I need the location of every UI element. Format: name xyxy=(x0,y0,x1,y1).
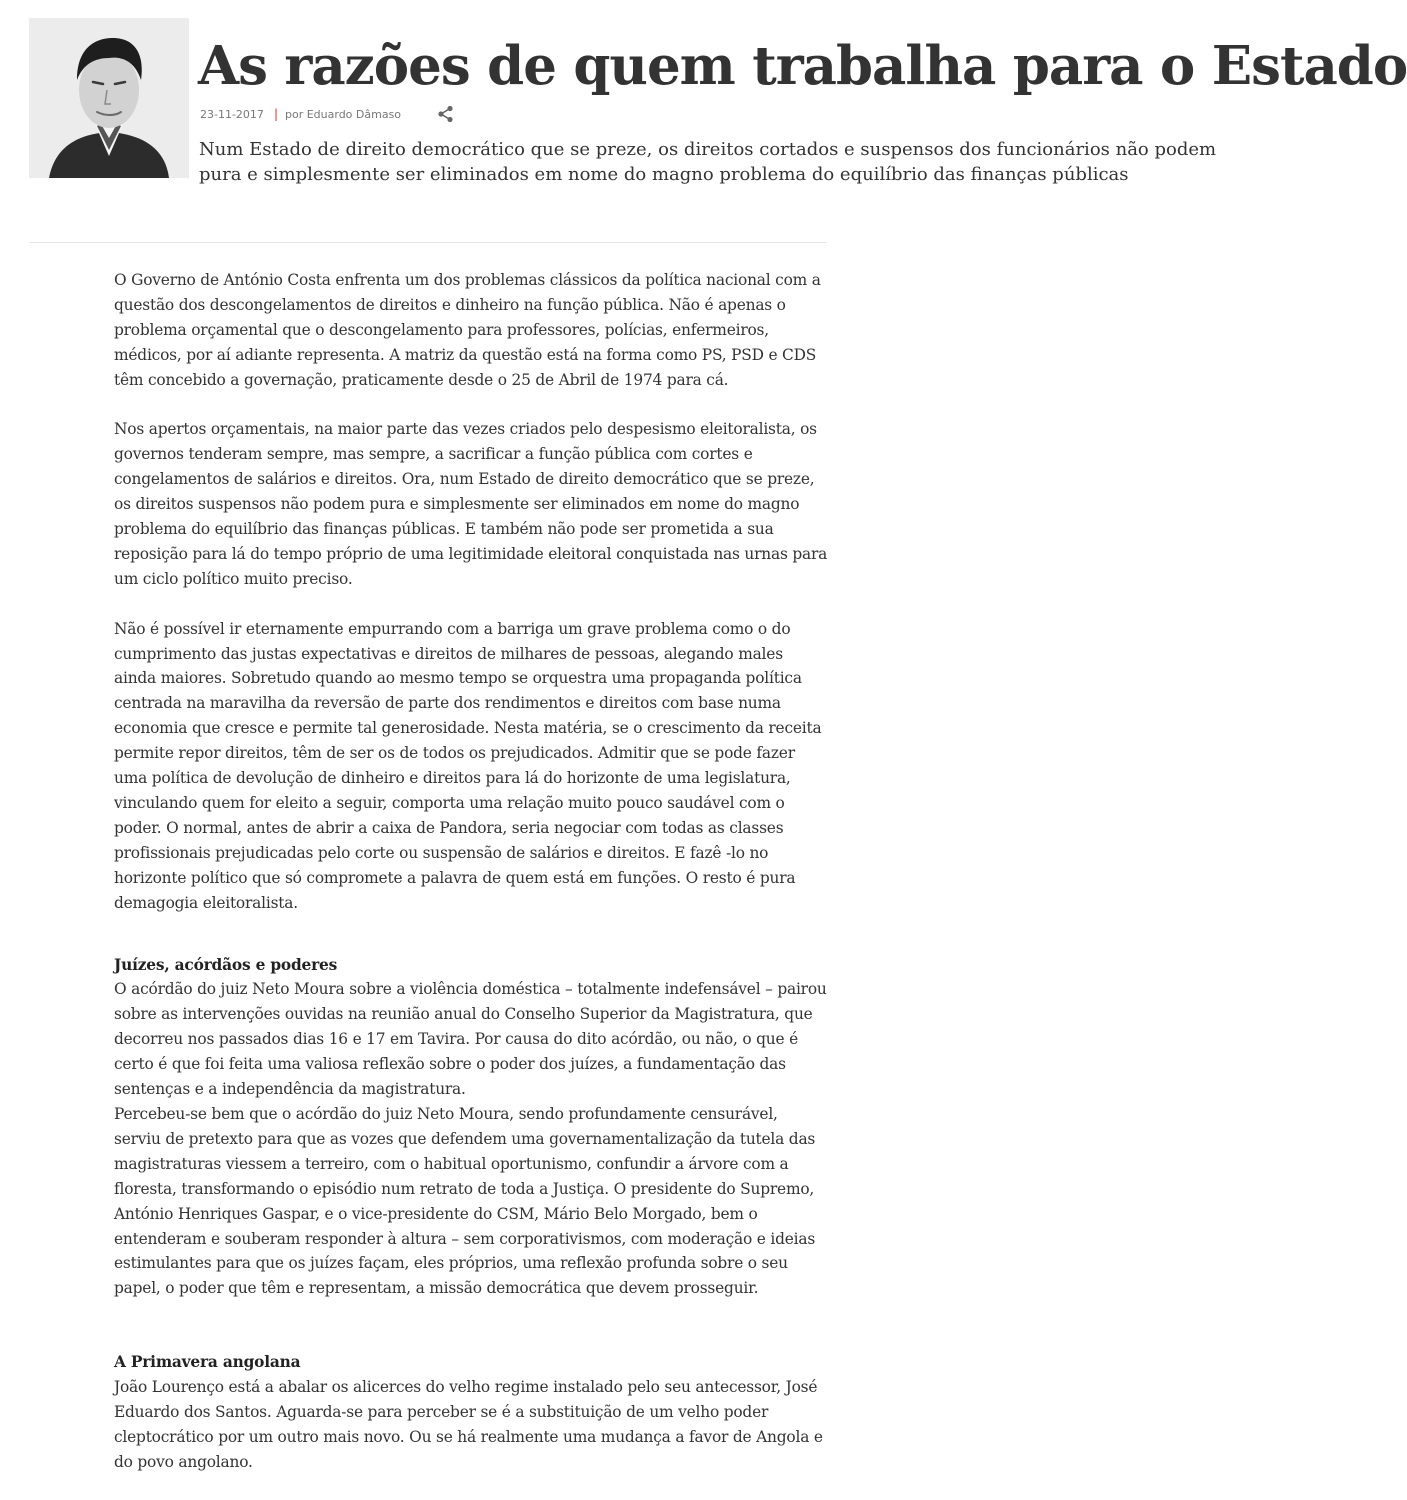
article-lead: Num Estado de direito democrático que se preze, os direitos cortados e suspensos dos funcionários não podem pura e simplesmente ser eliminados em nome do magno problema do equilíbrio das finanças públicas xyxy=(199,139,1217,185)
author-avatar xyxy=(29,18,189,178)
body-paragraph: O Governo de António Costa enfrenta um dos problemas clássicos da política nacional com a questão dos descongelamentos de direitos e dinheiro na função pública. Não é apenas o problema orçamental que o descongelamento para professores, polícias, enfermeiros, médicos, por aí adiante representa. A matriz da questão está na forma como PS, PSD e CDS têm concebido a governação, praticamente desde o 25 de Abril de 1974 para cá. xyxy=(114,271,821,389)
section-heading: A Primavera angolana xyxy=(114,1353,301,1372)
section-paragraph: João Lourenço está a abalar os alicerces do velho regime instalado pelo seu antecessor, José Eduardo dos Santos. Aguarda-se para perceber se é a substituição de um velho poder cleptocrático por um outro mais novo. Ou se há realmente uma mudança a favor de Angola e do povo angolano. xyxy=(114,1378,823,1471)
header-divider xyxy=(29,242,827,243)
meta-separator: | xyxy=(273,107,278,121)
share-icon[interactable] xyxy=(437,105,455,123)
section-spacer xyxy=(114,1301,829,1350)
section-paragraph: O acórdão do juiz Neto Moura sobre a violência doméstica – totalmente indefensável – pairou sobre as intervenções ouvidas na reunião anual do Conselho Superior da Magistratura, que decorreu nos passados dias 16 e 17 em Tavira. Por causa do dito acórdão, ou não, o que é certo é que foi feita uma valiosa reflexão sobre o poder dos juízes, a fundamentação das sentenças e a independência da magistratura. xyxy=(114,980,827,1099)
article-body xyxy=(114,268,829,1475)
author-portrait xyxy=(29,18,189,178)
body-paragraph: Não é possível ir eternamente empurrando com a barriga um grave problema como o do cumprimento das justas expectativas e direitos de milhares de pessoas, alegando males ainda maiores. Sobretudo quando ao mesmo tempo se orquestra uma propaganda política centrada na maravilha da reversão de parte dos rendimentos e direitos com base numa economia que cresce e permite tal generosidade. Nesta matéria, se o crescimento da receita permite repor direitos, têm de ser os de todos os prejudicados. Admitir que se pode fazer uma política de devolução de dinheiro e direitos para lá do horizonte de uma legislatura, vinculando quem for eleito a seguir, comporta uma relação muito pouco saudável com o poder. O normal, antes de abrir a caixa de Pandora, seria negociar com todas as classes profissionais prejudicadas pelo corte ou suspensão de salários e direitos. E fazê -lo no horizonte político que só compromete a palavra de quem está em funções. O resto é pura demagogia eleitoralista. xyxy=(114,619,822,912)
section-spacer xyxy=(114,916,829,953)
article-title: As razões de quem trabalha para o Estado xyxy=(198,35,1407,97)
section-paragraph: Percebeu-se bem que o acórdão do juiz Neto Moura, sendo profundamente censurável, serviu de pretexto para que as vozes que defendem uma governamentalização da tutela das magistraturas viessem a terreiro, com o habitual oportunismo, confundir a árvore com a floresta, transformando o episódio num retrato de toda a Justiça. O presidente do Supremo, António Henriques Gaspar, e o vice-presidente do CSM, Mário Belo Morgado, bem o entenderam e souberam responder à altura – sem corporativismos, com moderação e ideias estimulantes para que os juízes façam, eles próprios, uma reflexão profunda sobre o seu papel, o poder que têm e representam, a missão democrática que devem prosseguir. xyxy=(114,1104,816,1298)
body-paragraph: Nos apertos orçamentais, na maior parte das vezes criados pelo despesismo eleitoralista, os governos tenderam sempre, mas sempre, a sacrificar a função pública com cortes e congelamentos de salários e direitos. Ora, num Estado de direito democrático que se preze, os direitos suspensos não podem pura e simplesmente ser eliminados em nome do magno problema do equilíbrio das finanças públicas. E também não pode ser prometida a sua reposição para lá do tempo próprio de uma legitimidade eleitoral conquistada nas urnas para um ciclo político muito preciso. xyxy=(114,420,828,588)
article-meta xyxy=(200,104,455,124)
article-byline[interactable]: por Eduardo Dâmaso xyxy=(284,107,402,121)
article-date: 23-11-2017 xyxy=(200,107,264,121)
section-heading: Juízes, acórdãos e poderes xyxy=(114,955,338,974)
